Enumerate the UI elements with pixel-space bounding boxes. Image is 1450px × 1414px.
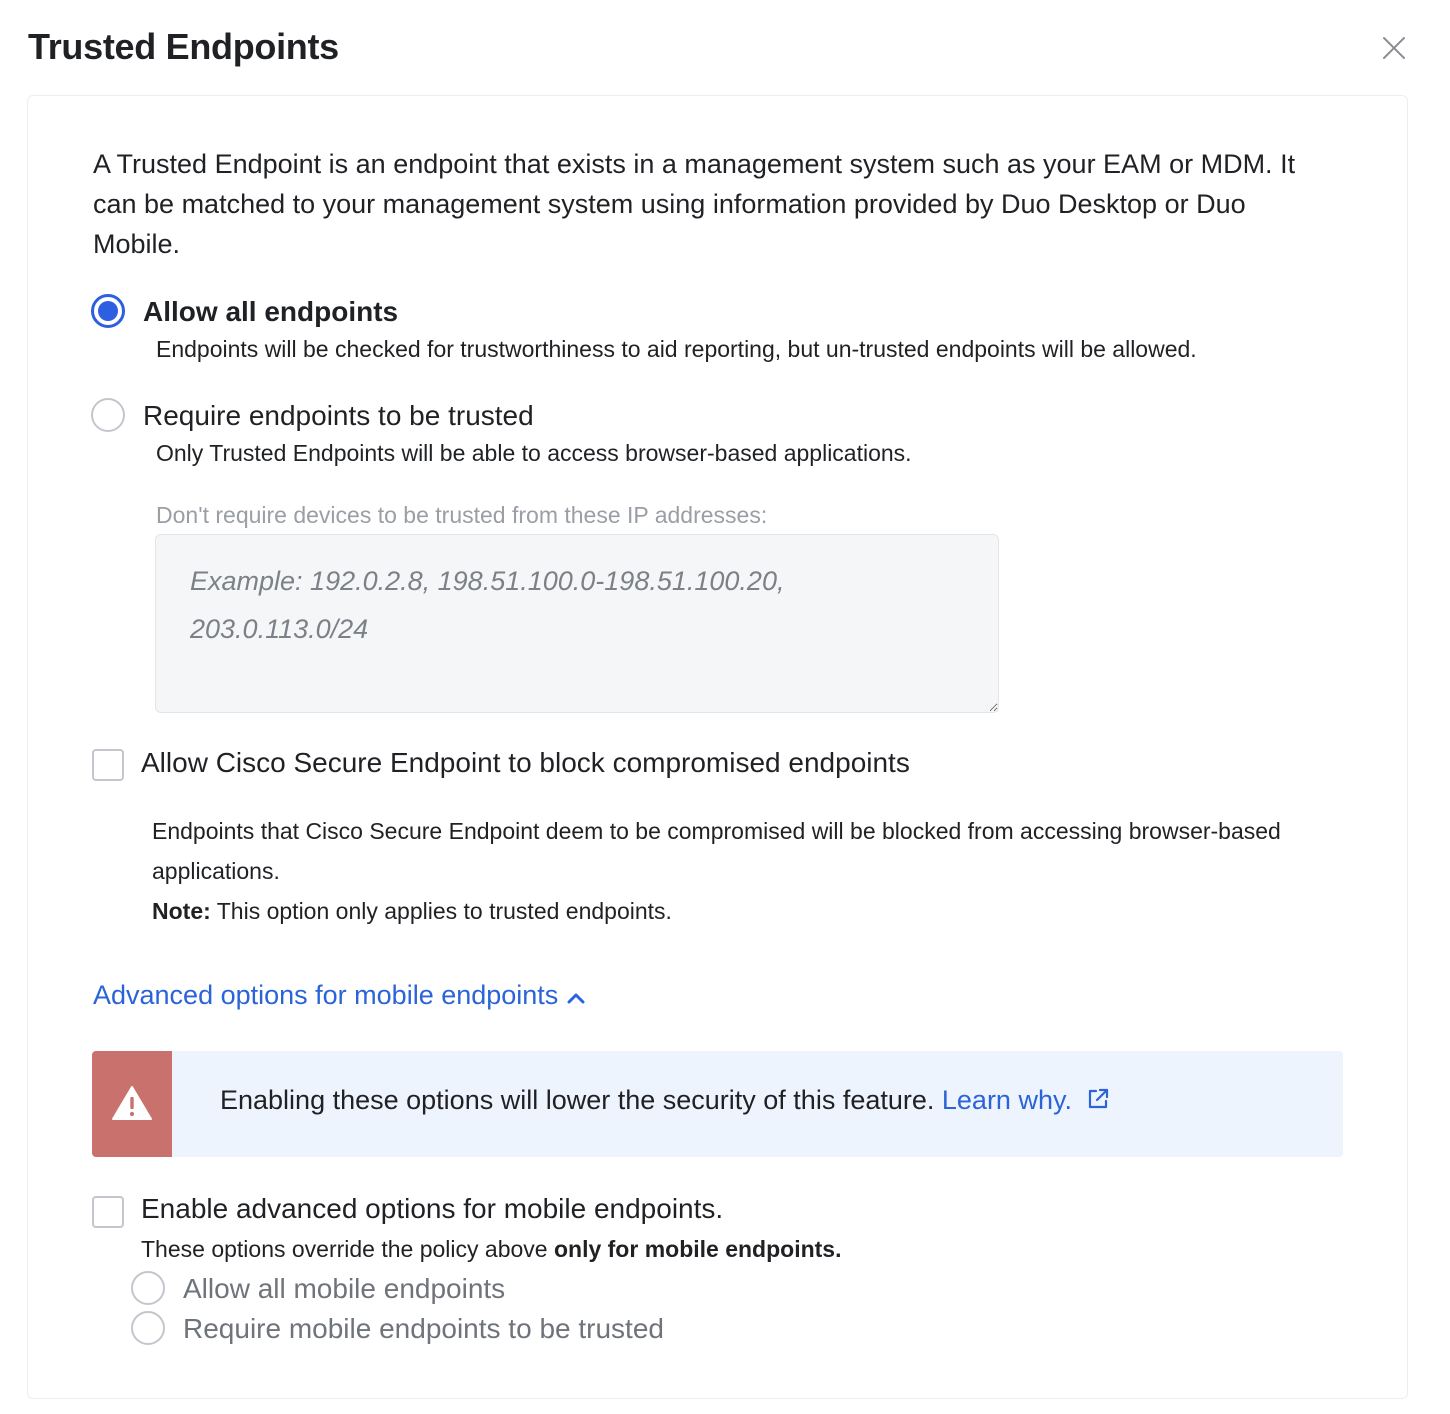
cisco-secure-endpoint-label[interactable]: Allow Cisco Secure Endpoint to block compromised endpoints xyxy=(141,747,910,778)
advanced-options-toggle[interactable] xyxy=(93,980,586,1012)
ip-exclusion-textarea[interactable] xyxy=(155,534,999,713)
override-description xyxy=(141,1236,841,1263)
alert-message xyxy=(220,1085,1110,1118)
cse-note-text: This option only applies to trusted endpoints. xyxy=(210,898,672,924)
alert-accent-bar xyxy=(92,1051,172,1157)
settings-card xyxy=(27,95,1408,1399)
option-desc-require-trusted: Only Trusted Endpoints will be able to access browser-based applications. xyxy=(156,440,912,466)
enable-advanced-options-label[interactable]: Enable advanced options for mobile endpoints. xyxy=(141,1193,724,1224)
learn-why-link[interactable]: Learn why. xyxy=(941,1085,1072,1115)
override-emphasis: only for mobile endpoints. xyxy=(553,1236,842,1262)
option-desc-allow-all: Endpoints will be checked for trustworthiness to aid reporting, but un-trusted endpoints will be allowed. xyxy=(156,336,1197,362)
intro-text: A Trusted Endpoint is an endpoint that exists in a management system such as your EAM or MDM. It can be matched to your management system using information provided by Duo Desktop or Duo Mobile. xyxy=(93,149,1296,259)
cse-note xyxy=(152,891,1362,931)
security-warning-alert xyxy=(92,1051,1343,1157)
close-icon xyxy=(1378,32,1410,64)
close-button[interactable] xyxy=(1378,32,1410,64)
cse-note-label: Note: xyxy=(152,898,211,924)
mobile-option-label-require-trusted[interactable]: Require mobile endpoints to be trusted xyxy=(183,1313,664,1344)
radio-allow-all-endpoints[interactable] xyxy=(91,294,125,328)
cisco-secure-endpoint-description xyxy=(152,811,1362,931)
override-text: These options override the policy above xyxy=(141,1236,554,1262)
option-label-allow-all[interactable]: Allow all endpoints xyxy=(143,296,399,327)
external-link-icon[interactable] xyxy=(1086,1087,1110,1118)
radio-require-mobile-trusted[interactable] xyxy=(131,1311,165,1345)
cisco-secure-endpoint-checkbox[interactable] xyxy=(92,749,124,781)
advanced-options-toggle-label: Advanced options for mobile endpoints xyxy=(93,980,559,1010)
chevron-up-icon xyxy=(566,981,586,1012)
radio-require-trusted[interactable] xyxy=(91,398,125,432)
enable-advanced-options-checkbox[interactable] xyxy=(92,1196,124,1228)
dialog-title: Trusted Endpoints xyxy=(28,26,339,67)
mobile-option-label-allow-all[interactable]: Allow all mobile endpoints xyxy=(183,1273,506,1304)
radio-allow-all-mobile[interactable] xyxy=(131,1271,165,1305)
cse-description-text: Endpoints that Cisco Secure Endpoint deem to be compromised will be blocked from accessing browser-based applications. xyxy=(152,818,1281,884)
ip-exclusion-label: Don't require devices to be trusted from these IP addresses: xyxy=(156,502,768,528)
option-label-require-trusted[interactable]: Require endpoints to be trusted xyxy=(143,400,534,431)
alert-text: Enabling these options will lower the security of this feature. xyxy=(220,1085,942,1115)
